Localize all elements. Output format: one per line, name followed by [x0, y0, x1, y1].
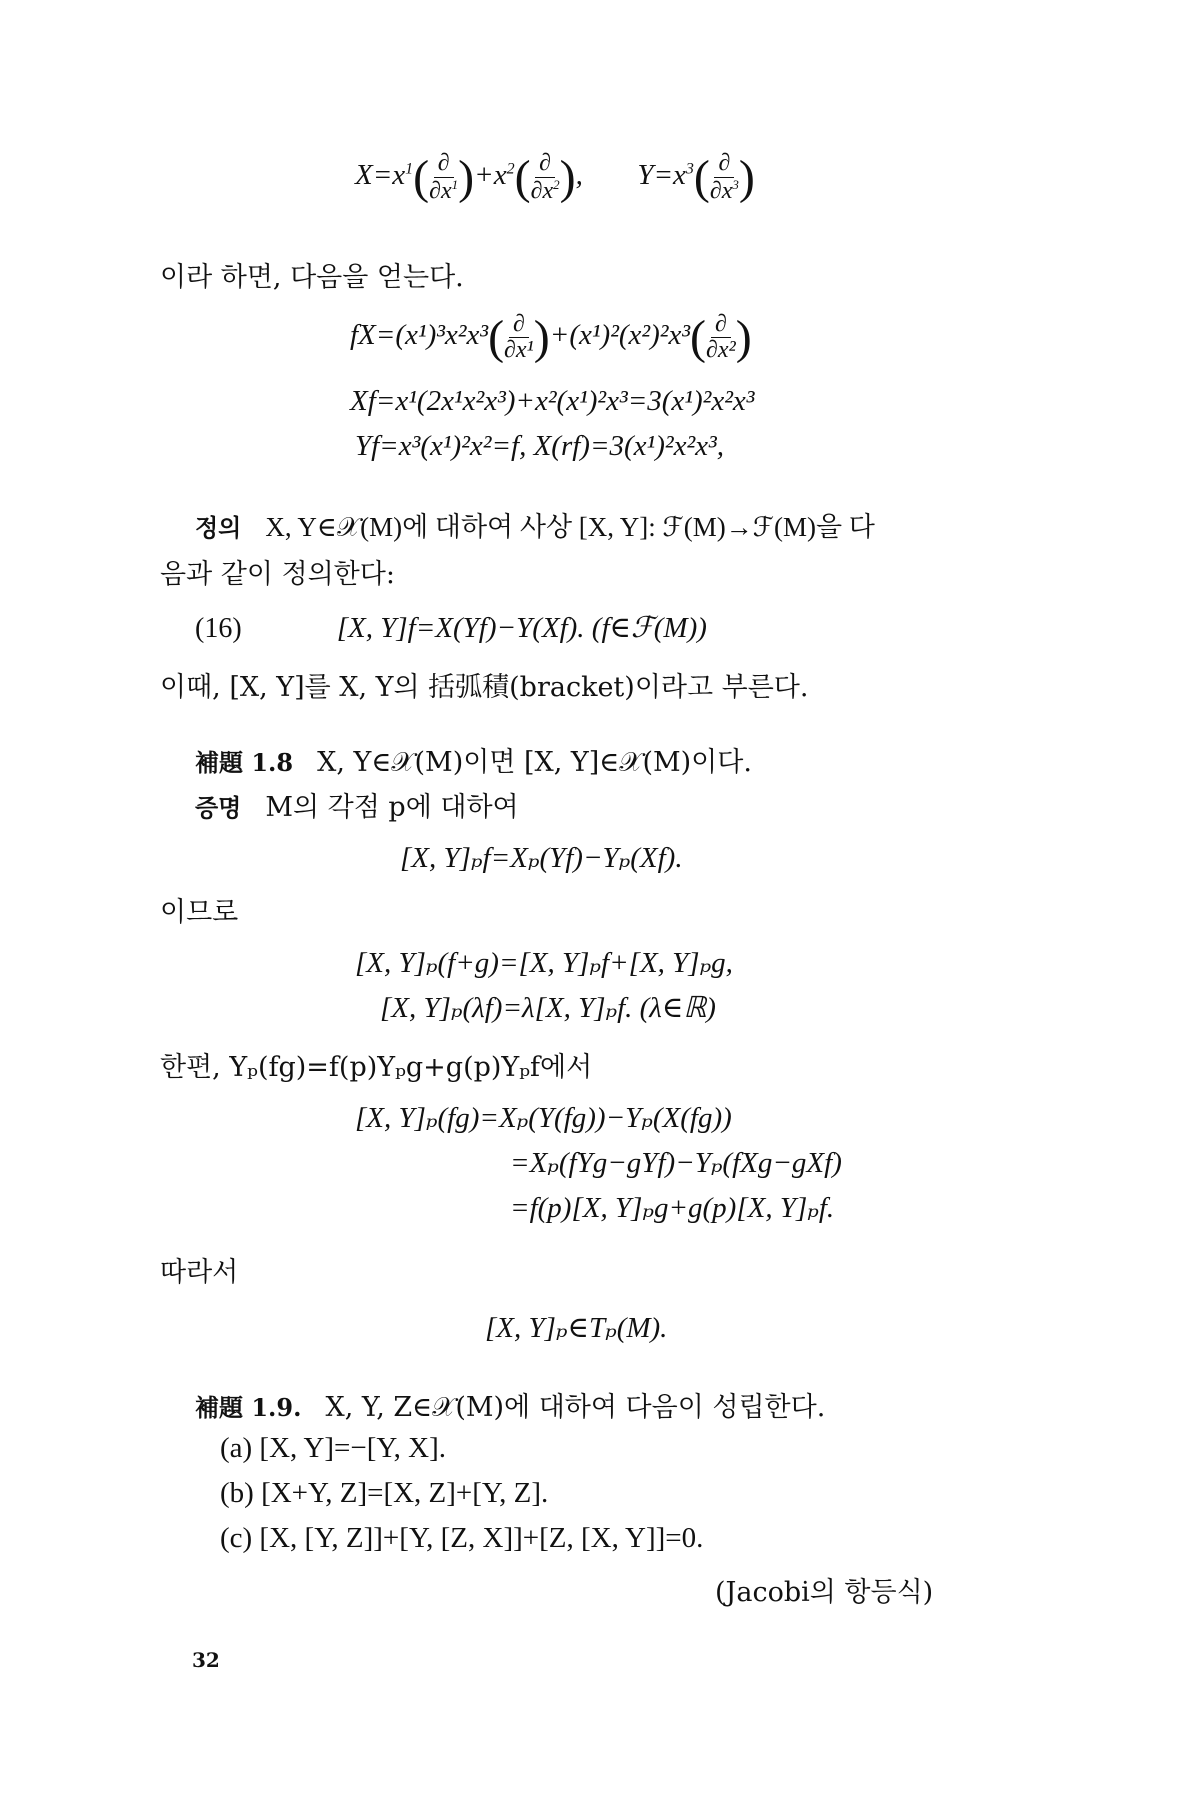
lemma-item-a: (a) [X, Y]=−[Y, X].	[220, 1432, 446, 1464]
page-number: 32	[192, 1648, 220, 1672]
equation-fx: fX=(x¹)³x²x³( $\frac{\partial}{\text{∂x¹}}$ )+(x¹)²(x²)²x³( $\frac{\partial}{\text{∂x²}}$ )	[350, 310, 752, 364]
definition-label: 정의	[195, 513, 242, 542]
text-then: 이라 하면, 다음을 얻는다.	[160, 262, 464, 293]
lemma-label: 補題 1.9.	[195, 1393, 302, 1422]
equation-leibniz-1: [X, Y]ₚ(fg)=Xₚ(Y(fg))−Yₚ(X(fg))	[355, 1102, 732, 1134]
lemma-label: 補題 1.8	[195, 748, 294, 777]
fraction: $\frac{\partial}{\text{∂x¹}}$	[504, 310, 534, 363]
equation-16: (16) [X, Y]f=X(Yf)−Y(Xf). (f∈ℱ(M))	[195, 612, 707, 644]
equation-leibniz-3: =f(p)[X, Y]ₚg+g(p)[X, Y]ₚf.	[510, 1192, 835, 1224]
equation-yf: Yf=x³(x¹)²x²=f, X(rf)=3(x¹)²x²x³,	[355, 430, 724, 462]
text-meanwhile: 한편, Yₚ(fg)=f(p)Yₚg+g(p)Yₚf에서	[160, 1052, 593, 1083]
text-therefore: 이므로	[160, 897, 239, 928]
definition-continued: 음과 같이 정의한다:	[160, 559, 395, 590]
lemma-item-b: (b) [X+Y, Z]=[X, Z]+[Y, Z].	[220, 1477, 549, 1509]
text-hence: 따라서	[160, 1257, 239, 1288]
equation-bracket-at-p: [X, Y]ₚf=Xₚ(Yf)−Yₚ(Xf).	[400, 842, 683, 874]
lemma-1-8: 補題 1.8 X, Y∈𝒳(M)이면 [X, Y]∈𝒳(M)이다.	[195, 747, 752, 778]
equation-linear-scalar: [X, Y]ₚ(λf)=λ[X, Y]ₚf. (λ∈ℝ)	[380, 992, 716, 1024]
equation-leibniz-2: =Xₚ(fYg−gYf)−Yₚ(fXg−gXf)	[510, 1147, 842, 1179]
lemma-item-c: (c) [X, [Y, Z]]+[Y, [Z, X]]+[Z, [X, Y]]=0.	[220, 1522, 704, 1554]
proof-label: 증명	[195, 793, 242, 822]
fraction: $\frac{\partial}{\text{∂x²}}$	[706, 310, 736, 363]
fraction: $\frac{\partial}{\partial x^1}$	[429, 150, 459, 204]
equation-vector-fields: $X=x^1$( $\frac{\partial}{\partial x^1}$ )$+x^2$( $\frac{\partial}{\partial x^2}$ ), $Y=x^3$( $\frac{\partial}{\partial x^3}$ )	[355, 150, 755, 204]
proof: 증명 M의 각점 p에 대하여	[195, 792, 519, 823]
jacobi-note: (Jacobi의 항등식)	[715, 1577, 934, 1608]
equation-xf: Xf=x¹(2x¹x²x³)+x²(x¹)²x³=3(x¹)²x²x³	[350, 385, 755, 417]
text-bracket: 이때, [X, Y]를 X, Y의 括弧積(bracket)이라고 부른다.	[160, 672, 809, 703]
fraction: $\frac{\partial}{\partial x^2}$	[530, 150, 560, 204]
definition: 정의 X, Y∈𝒳(M)에 대하여 사상 [X, Y]: ℱ(M)→ℱ(M)을 다	[195, 512, 875, 542]
equation-linear-additive: [X, Y]ₚ(f+g)=[X, Y]ₚf+[X, Y]ₚg,	[355, 947, 733, 979]
equation-number: (16)	[195, 613, 242, 644]
fraction: $\frac{\partial}{\partial x^3}$	[709, 150, 739, 204]
equation-tangent: [X, Y]ₚ∈Tₚ(M).	[485, 1312, 668, 1344]
lemma-1-9: 補題 1.9. X, Y, Z∈𝒳(M)에 대하여 다음이 성립한다.	[195, 1392, 826, 1423]
